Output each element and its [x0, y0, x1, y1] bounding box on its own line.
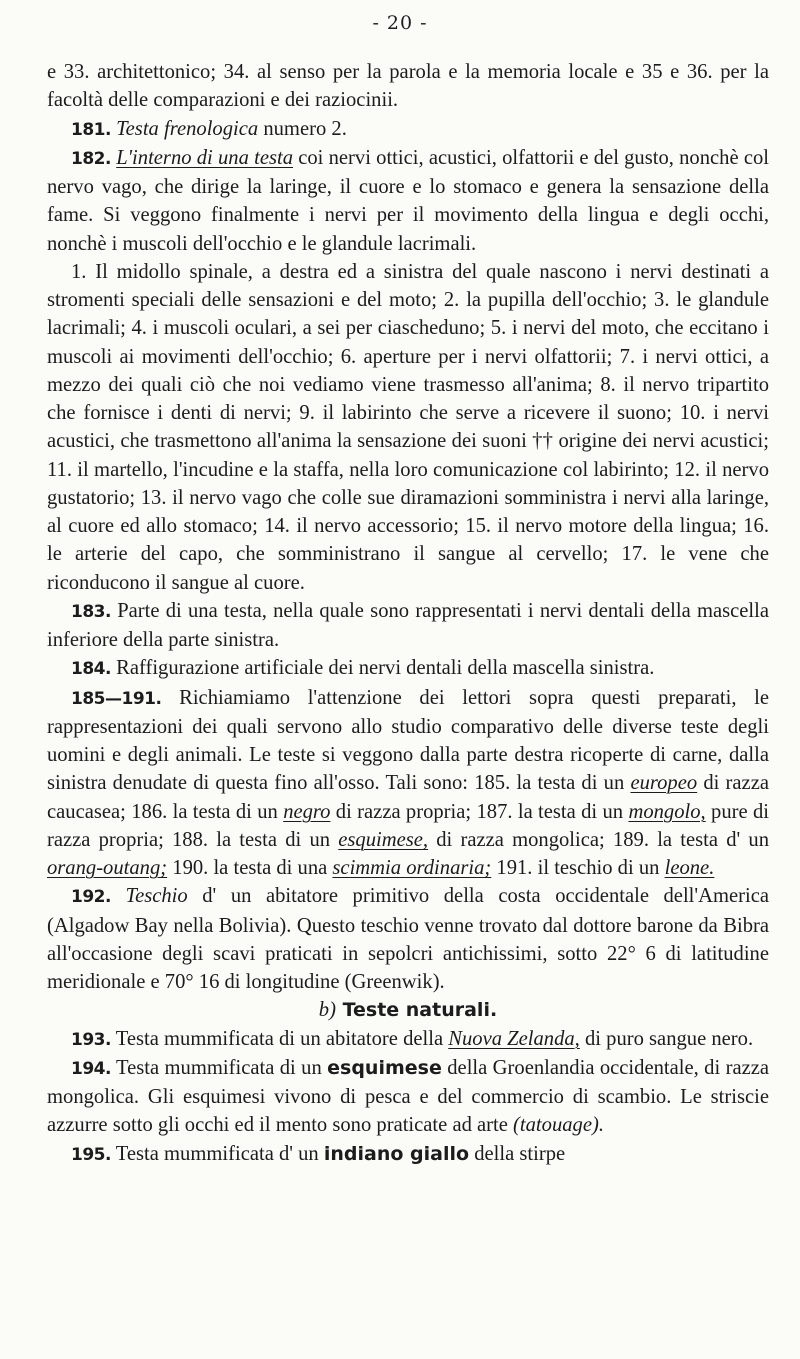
entry-185-191 — [47, 684, 769, 883]
term-orang-outang: orang-outang; — [47, 857, 168, 879]
section-letter: b) — [318, 999, 336, 1022]
entry-number: 185—191. — [71, 688, 162, 709]
entry-text: di razza mongolica; 189. la testa d' un — [428, 828, 769, 851]
term-tatouage: (tatouage). — [513, 1114, 604, 1137]
page-number: - 20 - — [372, 12, 428, 34]
entry-number: 184. — [71, 659, 111, 680]
entry-181 — [47, 115, 769, 144]
entry-183 — [47, 597, 769, 655]
entry-193 — [47, 1025, 769, 1054]
entry-title: Teschio — [125, 885, 188, 908]
entry-195 — [47, 1140, 769, 1169]
section-heading — [47, 996, 769, 1024]
entry-number: 194. — [71, 1058, 111, 1079]
term-esquimese: esquimese, — [338, 828, 429, 851]
entry-text: d' un abitatore primitivo della costa occidentale dell'America (Algadow Bay nella Bolivia). Questo teschio venne trovato dal dottore barone da Bibra all'occasione degli scavi praticati in sepolcri antichissimi, sotto 22° 6 di latitudine meridionale e 70° 16 di longitudine (Greenwik). — [47, 885, 769, 993]
entry-text: pure di razza propria; 188. la testa di un — [47, 800, 769, 851]
entry-text: Testa mummificata di un abitatore della — [110, 1027, 449, 1050]
entry-text: 190. la testa di una — [167, 857, 333, 879]
entry-192 — [47, 882, 769, 996]
continuation-paragraph: e 33. architettonico; 34. al senso per la parola e la memoria locale e 35 e 36. per la facoltà delle comparazioni e dei raziocinii. — [47, 61, 769, 112]
term-scimmia: scimmia ordinaria; — [332, 857, 492, 879]
entry-text: Testa mummificata d' un — [110, 1142, 324, 1165]
entry-text: di razza propria; 187. la testa di un — [330, 800, 629, 823]
entry-194 — [47, 1054, 769, 1140]
entry-text: Testa mummificata di un — [110, 1056, 328, 1079]
term-mongolo: mongolo, — [628, 800, 706, 823]
entry-182-legend: 1. Il midollo spinale, a destra ed a sinistra del quale nascono i nervi destinati a stromenti speciali delle sensazioni e del moto; 2. la pupilla dell'occhio; 3. le glandule lacrimali; 4. i muscoli oculari, a sei per ciascheduno; 5. i nervi del moto, che eccitano i muscoli ai movimenti dell'occhio; 6. aperture per i nervi olfattorii; 7. i nervi ottici, a mezzo dei quali ciò che noi vediamo viene trasmesso all'anima; 8. il nervo tripartito che fornisce i denti di nervi; 9. il labirinto che serve a ricevere il suono; 10. i nervi acustici, che trasmettono all'anima la sensazione dei suoni †† origine dei nervi acustici; 11. il martello, l'incudine e la staffa, nella loro comunicazione col labirinto; 12. il nervo gustatorio; 13. il nervo vago che colle sue diramazioni somministra i nervi alla laringe, al cuore ed allo stomaco; 14. il nervo accessorio; 15. il nervo motore della lingua; 16. le arterie del capo, che somministrano il sangue al cervello; 17. le vene che riconducono il sangue al cuore. — [47, 260, 769, 594]
entry-text: della stirpe — [469, 1142, 566, 1165]
term-negro: negro — [283, 800, 331, 823]
entry-title: L'interno di una testa — [116, 146, 294, 169]
section-title: Teste naturali. — [335, 999, 498, 1022]
entry-text: di puro sangue nero. — [579, 1027, 754, 1050]
entry-text: di razza caucasea; 186. la testa di un — [47, 772, 769, 823]
term-nuova-zelanda: Nuova Zelanda, — [448, 1027, 580, 1050]
entry-text: Richiamiamo l'attenzione dei lettori sopra questi preparati, le rappresentazioni dei quali servono allo studio comparativo delle diverse teste degli uomini e degli animali. Le teste si veggono dalla parte destra ricoperte di carne, dalla sinistra denudate di questa fino all'osso. Tali sono: 185. la testa di un — [47, 686, 769, 795]
term-esquimese-bold: esquimese — [327, 1056, 442, 1079]
entry-text: della Groenlandia occidentale, di razza mongolica. Gli esquimesi vivono di pesca e del commercio di scambio. Le striscie azzurre sotto gli occhi ed il mento sono praticate ad arte — [47, 1056, 769, 1137]
entry-text: coi nervi ottici, acustici, olfattorii e del gusto, nonchè col nervo vago, che dirige la laringe, il cuore e lo stomaco e genera la sensazione della fame. Si veggono finalmente i nervi per il movimento della lingua e degli occhi, nonchè i muscoli dell'occhio e le glandule lacrimali. — [47, 146, 769, 255]
entry-text: Raffigurazione artificiale dei nervi dentali della mascella sinistra. — [110, 657, 655, 680]
entry-number: 182. — [71, 148, 111, 169]
term-europeo: europeo — [630, 772, 698, 795]
term-leone: leone. — [664, 857, 715, 879]
entry-number: 192. — [71, 887, 111, 908]
entry-number: 183. — [71, 601, 111, 622]
entry-text: numero 2. — [258, 117, 347, 140]
page-text — [47, 58, 769, 1169]
entry-184 — [47, 654, 769, 683]
term-indiano-giallo: indiano giallo — [323, 1142, 470, 1165]
entry-number: 195. — [71, 1144, 111, 1165]
entry-number: 181. — [71, 119, 111, 140]
entry-text: 191. il teschio di un — [491, 857, 665, 879]
entry-number: 193. — [71, 1029, 111, 1050]
entry-text: Parte di una testa, nella quale sono rappresentati i nervi dentali della mascella inferiore della parte sinistra. — [47, 599, 769, 651]
entry-title: Testa frenologica — [116, 117, 259, 140]
entry-182 — [47, 144, 769, 258]
